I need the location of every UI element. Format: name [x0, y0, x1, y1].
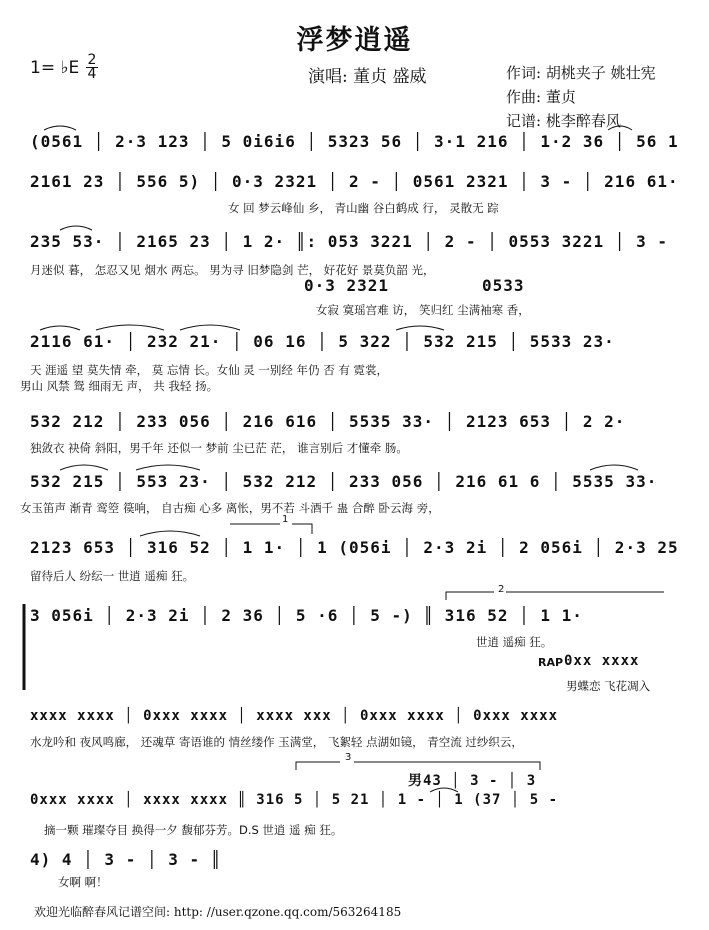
notation-line-5: 532 212 │ 233 056 │ 216 616 │ 5535 33· │ 2123 653 │ 2 2· [30, 412, 626, 431]
notation-line-9: xxxx xxxx │ 0xxx xxxx │ xxxx xxx │ 0xxx xxxx │ 0xxx xxxx [30, 708, 559, 724]
lyric-line-11: 女啊 啊！ [58, 875, 108, 889]
triplet-bracket-end [354, 762, 540, 770]
footer-note: 欢迎光临醉春风记谱空间: http: //user.qzone.qq.com/563264185 [34, 905, 402, 919]
notation-line-3c: 0533 [482, 276, 525, 295]
slur-mark [60, 226, 92, 230]
notation-line-3b: 0·3 2321 [304, 276, 390, 295]
slur-mark [430, 788, 458, 792]
lyric-line-3b: 女寂 寞瑶宫难 访， 笑归红 尘满袖寒 香， [316, 303, 530, 317]
volta-bracket-two [446, 592, 494, 600]
rap-label: RAP [538, 656, 564, 669]
key-signature: 1= ♭E [30, 58, 80, 78]
notation-line-8: 3 056i │ 2·3 2i │ 2 36 │ 5 ·6 │ 5 -) ║ 316 52 │ 1 1· [30, 606, 583, 625]
slur-mark [608, 126, 632, 130]
song-title: 浮梦逍遥 [296, 25, 413, 56]
volta-bracket-one-end [292, 524, 312, 534]
slur-mark [180, 325, 240, 330]
notation-line-3: 235 53· │ 2165 23 │ 1 2· ║: 053 3221 │ 2 - │ 0553 3221 │ 3 - [30, 232, 668, 251]
lyric-line-3a: 月迷似 暮， 怎忍又见 烟水 两忘。 男为寻 旧梦隐剑 芒， 好花好 景莫负韶 光， [30, 263, 435, 277]
notation-line-1: (0561 │ 2·3 123 │ 5 0i6i6 │ 5323 56 │ 3·1 216 │ 1·2 36 │ 56 1 [30, 132, 679, 151]
composer-credit: 作曲: 董贞 [506, 88, 576, 106]
male-notation: 男43 │ 3 - │ 3 [408, 773, 537, 789]
notation-line-7: 2123 653 │ 316 52 │ 1 1· │ 1 (056i │ 2·3 2i │ 2 056i │ 2·3 25 [30, 538, 679, 557]
slur-mark [590, 465, 638, 470]
notation-line-6: 532 215 │ 553 23· │ 532 212 │ 233 056 │ 216 61 6 │ 5535 33· [30, 472, 658, 491]
singer-credit: 演唱: 董贞 盛威 [308, 67, 427, 87]
slur-mark [96, 325, 164, 330]
lyric-line-2: 女 回 梦云峰仙 乡， 青山幽 谷白鹤成 行， 灵散无 踪 [228, 201, 499, 215]
volta-two-label: 2 [498, 584, 505, 595]
slur-mark [40, 326, 80, 330]
slur-mark [140, 531, 200, 536]
lyric-line-9: 水龙吟和 夜风鸣廊， 还魂草 寄语谁的 情丝缕作 玉满堂， 飞絮轻 点湖如镜， 青空流 过纱织云， [30, 735, 523, 749]
slur-mark [60, 465, 108, 470]
slur-mark [44, 126, 76, 130]
volta-one-label: 1 [282, 514, 289, 525]
slur-mark [396, 326, 444, 330]
meter-bottom: 4 [87, 66, 97, 82]
lyric-line-4a: 天 涯遥 望 莫失情 牵， 莫 忘情 长。女仙 灵 一别经 年仍 否 有 霓裳， [30, 363, 389, 377]
notation-line-10: 0xxx xxxx │ xxxx xxxx ║ 316 5 │ 5 21 │ 1 - │ 1 (37 │ 5 - [30, 792, 559, 808]
lyricist-credit: 作词: 胡桃夹子 姚壮宪 [506, 64, 656, 82]
rap-notation: 0xx xxxx [564, 653, 640, 669]
lyric-line-5: 独敛衣 袂倚 斜阳，男千年 还似一 梦前 尘已茫 茫， 谁言别后 才懂牵 肠。 [30, 441, 408, 455]
lyric-line-7: 留待后人 纷纭一 世逍 遥痴 狂。 [30, 569, 195, 583]
lyric-line-4b: 男山 风禁 鸳 细雨无 声， 共 我轻 扬。 [20, 379, 219, 393]
lyric-line-10: 摘一颗 璀璨夺目 换得一夕 馥郁芬芳。D.S 世逍 遥 痴 狂。 [44, 823, 343, 837]
notation-line-4: 2116 61· │ 232 21· │ 06 16 │ 5 322 │ 532 215 │ 5533 23· [30, 332, 615, 351]
notation-line-2: 2161 23 │ 556 5) │ 0·3 2321 │ 2 - │ 0561 2321 │ 3 - │ 216 61· [30, 172, 679, 191]
rap-lyric: 男蝶恋 飞花凋入 [566, 679, 651, 693]
meter-top: 2 [87, 52, 97, 68]
triplet-bracket [296, 762, 340, 770]
triplet-label: 3 [345, 752, 352, 763]
lyric-line-6: 女玉笛声 渐青 鸾箜 篌响， 自古痴 心多 离怅，男不若 斗酒千 蛊 合醉 卧云海 旁， [20, 501, 440, 515]
notation-line-11: 4) 4 │ 3 - │ 3 - ║ [30, 850, 222, 869]
slur-mark [136, 465, 200, 470]
transcriber-credit: 记谱: 桃李醉春风 [506, 112, 621, 130]
lyric-line-8: 世逍 遥痴 狂。 [476, 635, 553, 649]
